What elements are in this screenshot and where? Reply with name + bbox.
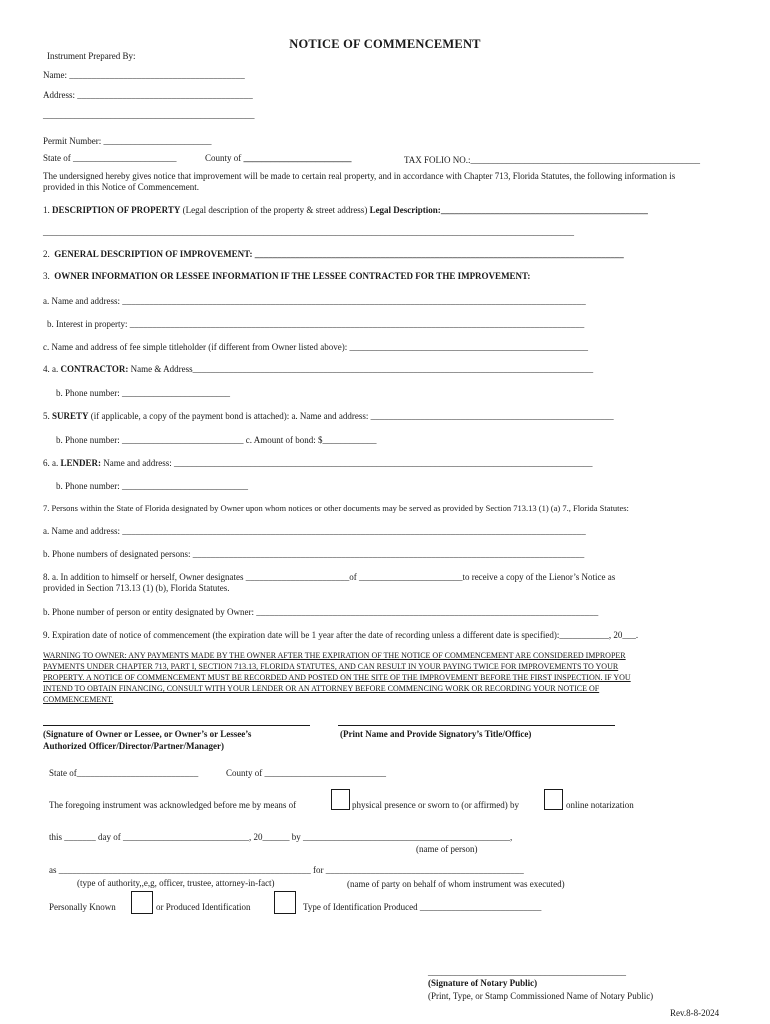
state-field[interactable]: State of _______________________: [43, 153, 177, 163]
physical-presence-label: physical presence or sworn to (or affirmed) by: [352, 800, 520, 810]
section-8a-line1[interactable]: 8. a. In addition to himself or herself, Owner designates _______________________of _______________________to receive a copy of the Lienor’s Notice as: [43, 572, 616, 582]
online-notarization-checkbox[interactable]: [544, 789, 563, 810]
contractor-field[interactable]: 4. a. CONTRACTOR: Name & Address_________________________________________________________________________________________: [43, 364, 594, 374]
owner-name-address-field[interactable]: a. Name and address: _______________________________________________________________________________________________________: [43, 296, 586, 306]
ack-label: The foregoing instrument was acknowledged before me by means of: [49, 800, 297, 810]
preparer-address-field[interactable]: Address: _______________________________________: [43, 90, 253, 100]
name-of-person-caption: (name of person): [416, 844, 478, 854]
authority-party-field[interactable]: as ________________________________________________________ for ____________________________________________: [49, 865, 524, 875]
notary-signature-line[interactable]: ____________________________________________: [428, 967, 626, 977]
legal-description-line2[interactable]: ______________________________________________________________________________________________________________________: [43, 227, 574, 237]
surety-phone-bond-field[interactable]: b. Phone number: ___________________________ c. Amount of bond: $____________: [56, 435, 377, 445]
lender-phone-field[interactable]: b. Phone number: ____________________________: [56, 481, 248, 491]
produced-id-checkbox[interactable]: [274, 891, 296, 914]
intro-line-1: The undersigned hereby gives notice that improvement will be made to certain real property, and in accordance with Chapter 713, Florida Statutes, the following information is: [43, 171, 676, 181]
notary-county-field[interactable]: County of ___________________________: [226, 768, 387, 778]
lender-field[interactable]: 6. a. LENDER: Name and address: _____________________________________________________________________________________________: [43, 458, 593, 468]
preparer-name-field[interactable]: Name: _______________________________________: [43, 70, 245, 80]
contractor-phone-field[interactable]: b. Phone number: ________________________: [56, 388, 230, 398]
produced-id-label: or Produced Identification: [156, 902, 251, 912]
permit-number-field[interactable]: Permit Number: ________________________: [43, 136, 212, 146]
preparer-address-line2[interactable]: _______________________________________________: [43, 110, 255, 120]
designee-name-address-field[interactable]: a. Name and address: _______________________________________________________________________________________________________: [43, 526, 586, 536]
physical-presence-checkbox[interactable]: [331, 789, 350, 810]
owner-signature-label-1: (Signature of Owner or Lessee, or Owner’s or Lessee’s: [43, 729, 252, 739]
section-1-property[interactable]: 1. DESCRIPTION OF PROPERTY (Legal description of the property & street address) Legal Description:______________________________________________: [43, 205, 648, 215]
notary-signature-label: (Signature of Notary Public): [428, 978, 538, 988]
warning-line-2: PAYMENTS UNDER CHAPTER 713, PART I, SECTION 713.13, FLORIDA STATUTES, AND CAN RESULT IN YOUR PAYING TWICE FOR IMPROVEMENTS TO YOUR: [43, 662, 619, 671]
revision-label: Rev.8-8-2024: [670, 1008, 720, 1018]
expiration-date-field[interactable]: 9. Expiration date of notice of commencement (the expiration date will be 1 year after the date of recording unless a different date is specified):___________, 20___.: [43, 630, 639, 640]
designee-phone-field[interactable]: b. Phone numbers of designated persons: _______________________________________________________________________________________: [43, 549, 585, 559]
warning-line-1: WARNING TO OWNER: ANY PAYMENTS MADE BY THE OWNER AFTER THE EXPIRATION OF THE NOTICE OF COMMENCEMENT ARE CONSIDERED IMPROPER: [43, 651, 626, 660]
titleholder-field[interactable]: c. Name and address of fee simple titleholder (if different from Owner listed above): _____________________________________________________: [43, 342, 588, 352]
personally-known-checkbox[interactable]: [131, 891, 153, 914]
prepared-by-label: Instrument Prepared By:: [47, 51, 136, 61]
owner-signature-line[interactable]: [43, 725, 310, 726]
section-7-heading: 7. Persons within the State of Florida designated by Owner upon whom notices or other documents may be served as provided by Section 713.13 (1) (a) 7., Florida Statutes:: [43, 503, 629, 513]
tax-folio-field[interactable]: TAX FOLIO NO.:___________________________________________________: [404, 155, 701, 165]
warning-line-5: COMMENCEMENT.: [43, 695, 114, 704]
warning-line-4: INTEND TO OBTAIN FINANCING, CONSULT WITH YOUR LENDER OR AN ATTORNEY BEFORE COMMENCING WORK OR RECORDING YOUR NOTICE OF: [43, 684, 600, 693]
surety-field[interactable]: 5. SURETY (if applicable, a copy of the payment bond is attached): a. Name and address: ______________________________________________________: [43, 411, 614, 421]
county-blank: ________________________: [243, 153, 352, 163]
type-of-authority-caption: (type of authority,,e,g, officer, trustee, attorney-in-fact): [77, 878, 275, 888]
section-3-heading: 3. OWNER INFORMATION OR LESSEE INFORMATION IF THE LESSEE CONTRACTED FOR THE IMPROVEMENT:: [43, 271, 531, 281]
online-notarization-label: online notarization: [566, 800, 634, 810]
intro-line-2: provided in this Notice of Commencement.: [43, 182, 199, 192]
notary-state-field[interactable]: State of___________________________: [49, 768, 199, 778]
document-title: NOTICE OF COMMENCEMENT: [289, 37, 481, 51]
name-of-party-caption: (name of party on behalf of whom instrument was executed): [347, 879, 565, 889]
acknowledged-date-person-field[interactable]: this _______ day of ____________________________, 20______ by ______________________________________________,: [49, 832, 513, 842]
section-8b-phone-field[interactable]: b. Phone number of person or entity designated by Owner: ____________________________________________________________________________: [43, 607, 599, 617]
print-name-label: (Print Name and Provide Signatory’s Title/Office): [340, 729, 532, 739]
notary-print-name-label: (Print, Type, or Stamp Commissioned Name of Notary Public): [428, 991, 654, 1001]
county-label: County of: [205, 153, 244, 163]
interest-in-property-field[interactable]: b. Interest in property: _____________________________________________________________________________________________________: [47, 319, 585, 329]
county-field[interactable]: [205, 153, 352, 164]
personally-known-label: Personally Known: [49, 902, 116, 912]
type-of-id-field[interactable]: Type of Identification Produced ___________________________: [303, 902, 542, 912]
print-name-line[interactable]: [338, 725, 615, 726]
section-8a-line2: provided in Section 713.13 (1) (b), Florida Statutes.: [43, 583, 230, 593]
warning-line-3: PROPERTY. A NOTICE OF COMMENCEMENT MUST BE RECORDED AND POSTED ON THE SITE OF THE IMPROVEMENT BEFORE THE FIRST INSPECTION. IF YOU: [43, 673, 631, 682]
owner-signature-label-2: Authorized Officer/Director/Partner/Manager): [43, 741, 225, 751]
section-2-improvement[interactable]: 2. GENERAL DESCRIPTION OF IMPROVEMENT: __________________________________________________________________________________: [43, 249, 624, 259]
